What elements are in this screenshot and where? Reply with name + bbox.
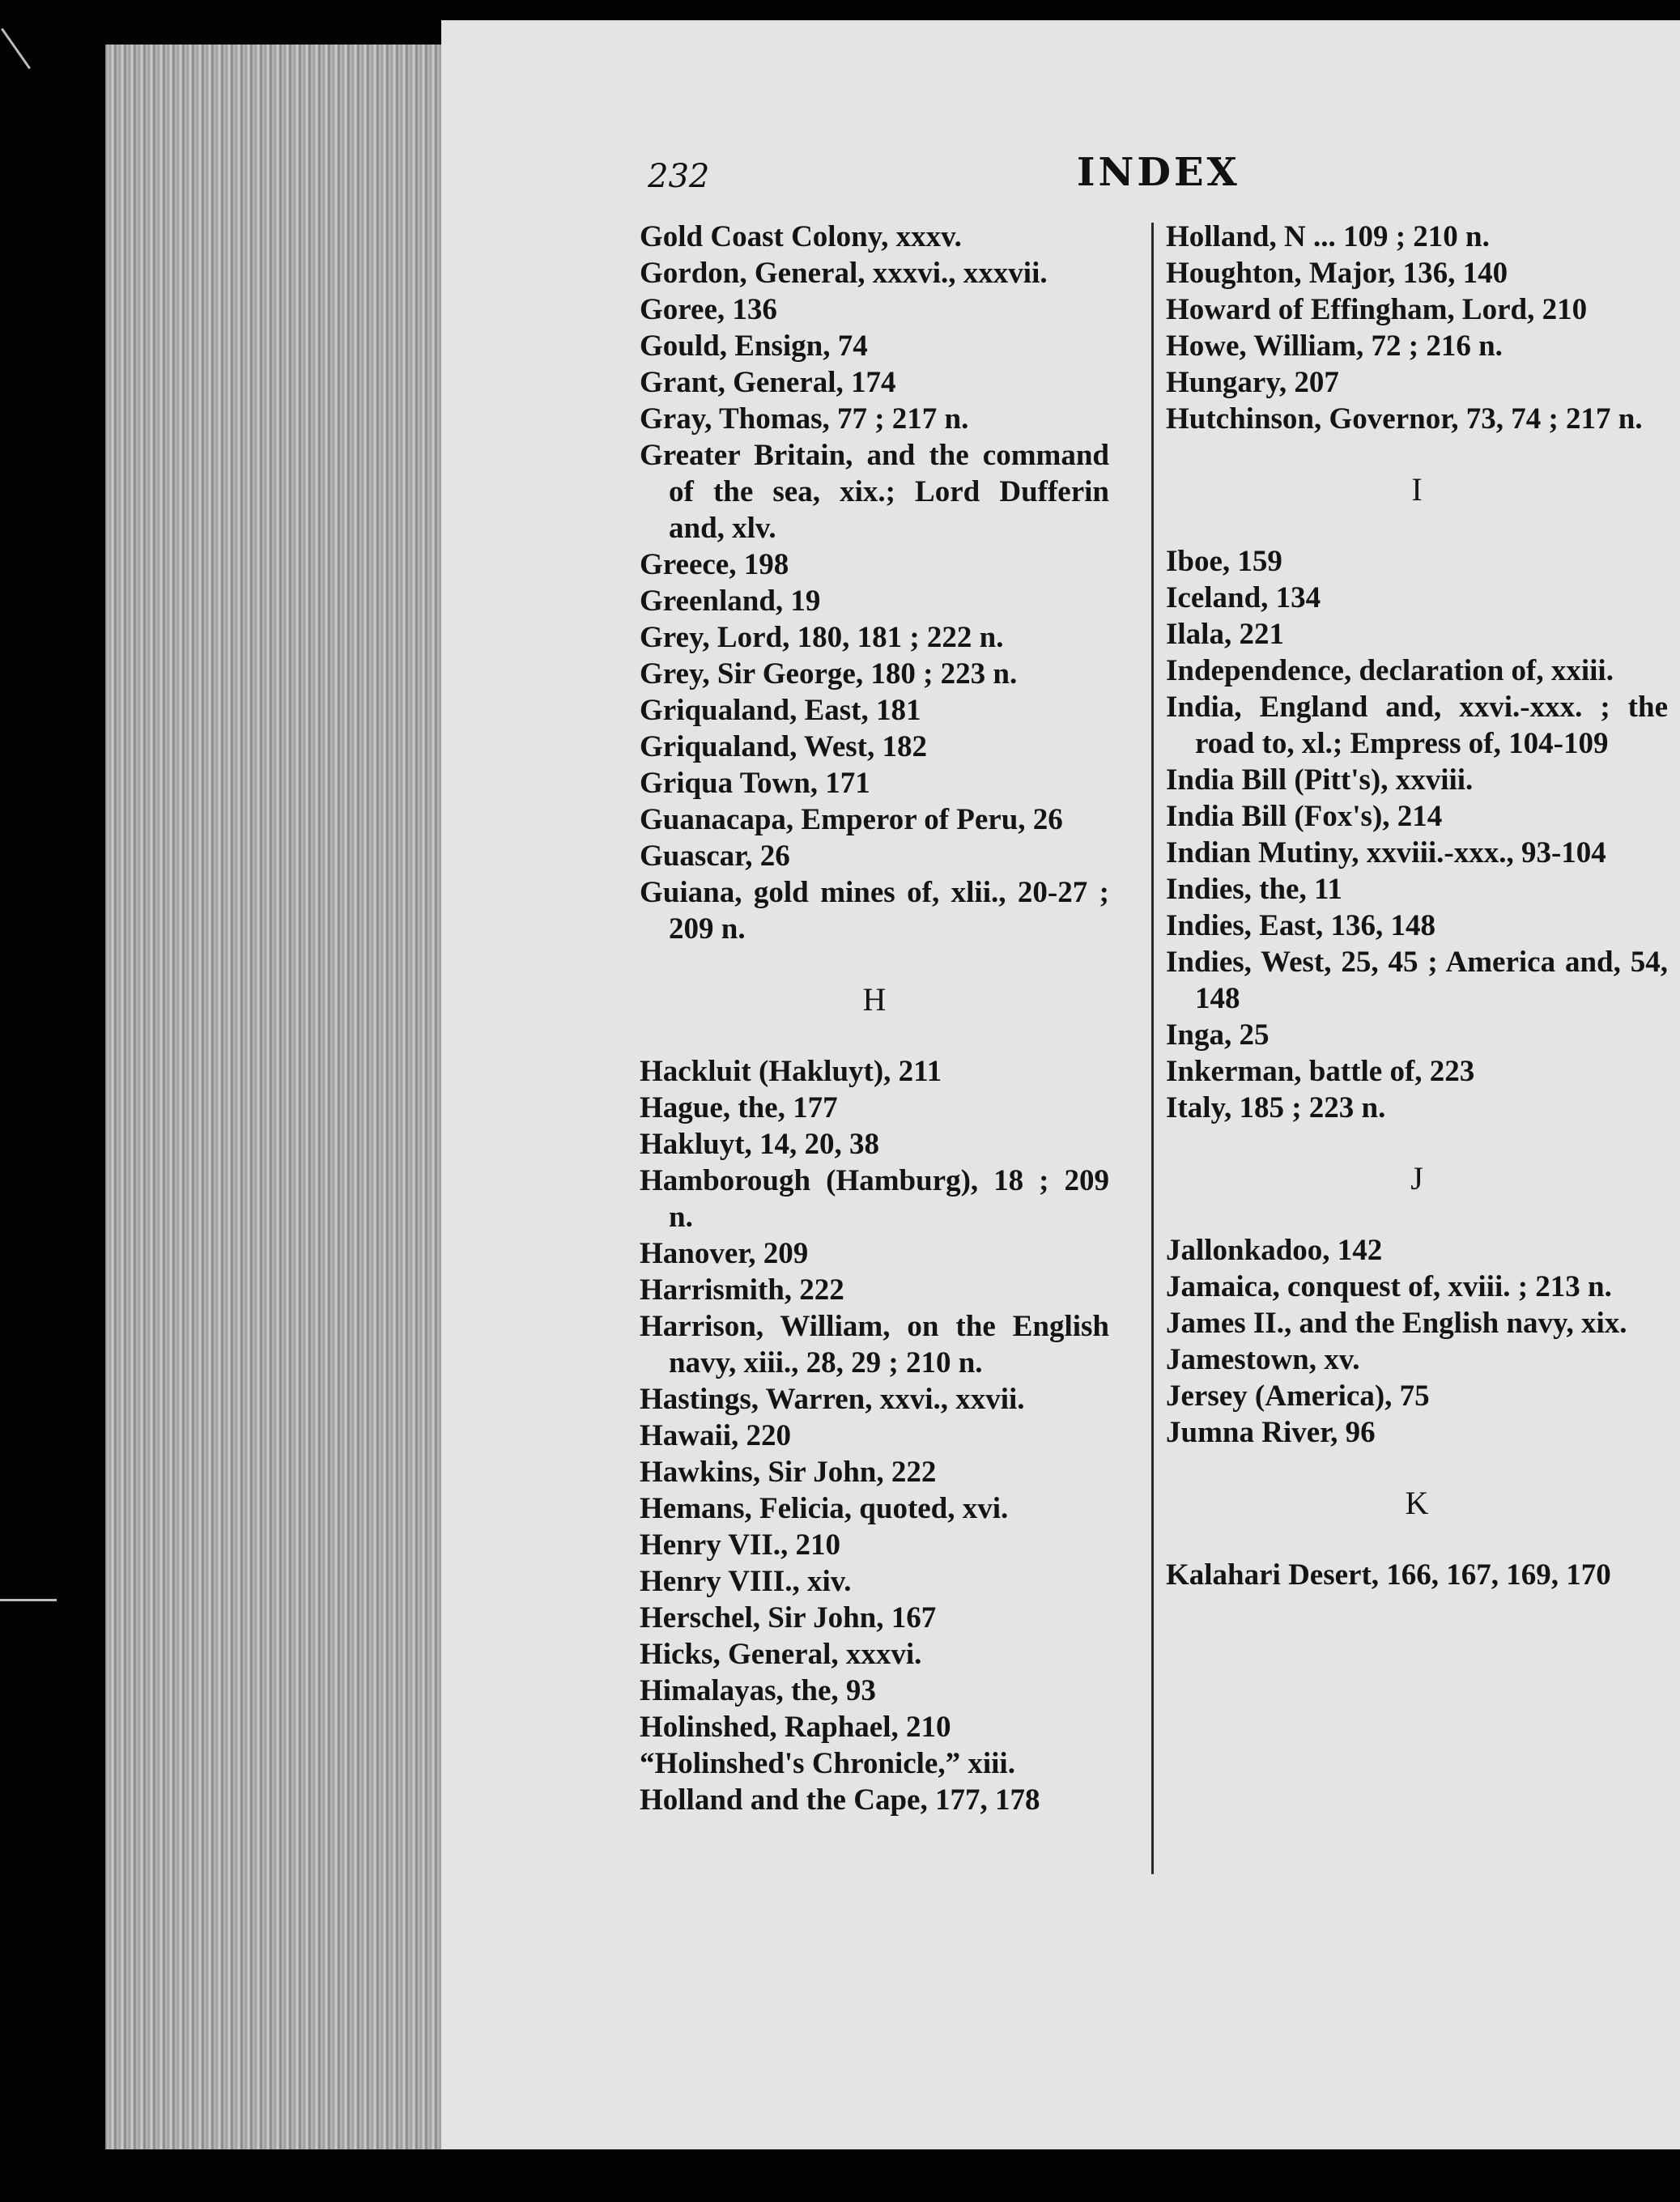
index-entry: Grey, Lord, 180, 181 ; 222 n. bbox=[640, 621, 1004, 654]
index-entry: Inkerman, battle of, 223 bbox=[1166, 1055, 1475, 1088]
index-entry: Gray, Thomas, 77 ; 217 n. bbox=[640, 402, 969, 436]
index-entry: Indies, East, 136, 148 bbox=[1166, 909, 1436, 942]
index-entry: Hungary, 207 bbox=[1166, 366, 1339, 399]
index-entry: Harrismith, 222 bbox=[640, 1273, 844, 1307]
section-heading: J bbox=[1410, 1160, 1423, 1197]
index-entry: Holland, N ... 109 ; 210 n. bbox=[1166, 220, 1490, 253]
index-page bbox=[441, 20, 1680, 2149]
index-entry: Hakluyt, 14, 20, 38 bbox=[640, 1128, 880, 1161]
index-entry: Independence, declaration of, xxiii. bbox=[1166, 654, 1614, 687]
scan-artifact-left-edge bbox=[0, 1599, 57, 1601]
section-heading: I bbox=[1411, 471, 1423, 508]
index-entry: Hamborough (Hamburg), 18 ; 209 n. bbox=[640, 1164, 1109, 1234]
index-entry: Hemans, Felicia, quoted, xvi. bbox=[640, 1492, 1009, 1525]
index-entry: Howard of Effingham, Lord, 210 bbox=[1166, 293, 1588, 326]
index-entry: India Bill (Fox's), 214 bbox=[1166, 800, 1443, 833]
index-entry: “Holinshed's Chronicle,” xiii. bbox=[640, 1747, 1015, 1780]
index-entry: Jersey (America), 75 bbox=[1166, 1379, 1430, 1413]
index-entry: India, England and, xxvi.-xxx. ; the road to, xl.; Empress of, 104-109 bbox=[1166, 691, 1668, 760]
book-page-edges bbox=[105, 45, 445, 2149]
page-number: 232 bbox=[648, 158, 710, 195]
index-entry: Iceland, 134 bbox=[1166, 581, 1321, 614]
index-entry: Greece, 198 bbox=[640, 548, 789, 581]
index-entry: Jamestown, xv. bbox=[1166, 1343, 1360, 1376]
index-entry: Griqua Town, 171 bbox=[640, 767, 870, 800]
index-entry: Guanacapa, Emperor of Peru, 26 bbox=[640, 803, 1063, 836]
index-entry: Italy, 185 ; 223 n. bbox=[1166, 1091, 1386, 1124]
index-entry: Hutchinson, Governor, 73, 74 ; 217 n. bbox=[1166, 402, 1643, 436]
index-entry: Hicks, General, xxxvi. bbox=[640, 1638, 922, 1671]
index-column-left bbox=[640, 219, 1109, 1818]
index-entry: Guascar, 26 bbox=[640, 840, 790, 873]
index-entry: Jumna River, 96 bbox=[1166, 1416, 1376, 1449]
index-entry: Howe, William, 72 ; 216 n. bbox=[1166, 329, 1503, 363]
index-entry: Goree, 136 bbox=[640, 293, 777, 326]
index-entry: Gold Coast Colony, xxxv. bbox=[640, 220, 962, 253]
index-entry: Greater Britain, and the command of the sea, xix.; Lord Dufferin and, xlv. bbox=[640, 439, 1109, 545]
index-entry: Henry VIII., xiv. bbox=[640, 1565, 852, 1598]
index-column-right bbox=[1166, 219, 1668, 1593]
index-entry: Houghton, Major, 136, 140 bbox=[1166, 257, 1508, 290]
index-entry: Himalayas, the, 93 bbox=[640, 1674, 876, 1707]
index-entry: Iboe, 159 bbox=[1166, 545, 1282, 578]
index-entry: Henry VII., 210 bbox=[640, 1528, 841, 1562]
index-entry: India Bill (Pitt's), xxviii. bbox=[1166, 763, 1474, 797]
index-entry: Holinshed, Raphael, 210 bbox=[640, 1711, 951, 1744]
index-entry: Jallonkadoo, 142 bbox=[1166, 1234, 1383, 1267]
index-entry: Gould, Ensign, 74 bbox=[640, 329, 868, 363]
index-entry: Indies, the, 11 bbox=[1166, 873, 1342, 906]
index-entry: Holland and the Cape, 177, 178 bbox=[640, 1783, 1040, 1817]
index-entry: Hackluit (Hakluyt), 211 bbox=[640, 1055, 942, 1088]
index-entry: Gordon, General, xxxvi., xxxvii. bbox=[640, 257, 1048, 290]
page-title: INDEX bbox=[1077, 150, 1240, 195]
index-entry: Harrison, William, on the English navy, xiii., 28, 29 ; 210 n. bbox=[640, 1310, 1109, 1379]
index-entry: Jamaica, conquest of, xviii. ; 213 n. bbox=[1166, 1270, 1612, 1303]
index-entry: Hague, the, 177 bbox=[640, 1091, 838, 1124]
index-entry: Guiana, gold mines of, xlii., 20-27 ; 209 n. bbox=[640, 876, 1109, 946]
column-divider bbox=[1151, 223, 1154, 1874]
index-entry: Hastings, Warren, xxvi., xxvii. bbox=[640, 1383, 1025, 1416]
section-heading: K bbox=[1405, 1485, 1429, 1521]
index-entry: Herschel, Sir John, 167 bbox=[640, 1601, 937, 1634]
index-entry: Grant, General, 174 bbox=[640, 366, 896, 399]
index-entry: Indies, West, 25, 45 ; America and, 54, 148 bbox=[1166, 946, 1668, 1015]
index-entry: Griqualand, East, 181 bbox=[640, 694, 921, 727]
index-entry: Griqualand, West, 182 bbox=[640, 730, 928, 763]
index-entry: Ilala, 221 bbox=[1166, 618, 1284, 651]
index-entry: Greenland, 19 bbox=[640, 585, 821, 618]
index-entry: Hanover, 209 bbox=[640, 1237, 809, 1270]
index-entry: Hawkins, Sir John, 222 bbox=[640, 1456, 937, 1489]
index-entry: Kalahari Desert, 166, 167, 169, 170 bbox=[1166, 1558, 1611, 1592]
section-heading: H bbox=[862, 981, 887, 1018]
index-entry: Grey, Sir George, 180 ; 223 n. bbox=[640, 657, 1018, 691]
index-entry: Indian Mutiny, xxviii.-xxx., 93-104 bbox=[1166, 836, 1606, 869]
page-header bbox=[441, 150, 1680, 215]
index-entry: Hawaii, 220 bbox=[640, 1419, 792, 1452]
index-entry: James II., and the English navy, xix. bbox=[1166, 1307, 1627, 1340]
index-entry: Inga, 25 bbox=[1166, 1018, 1270, 1052]
